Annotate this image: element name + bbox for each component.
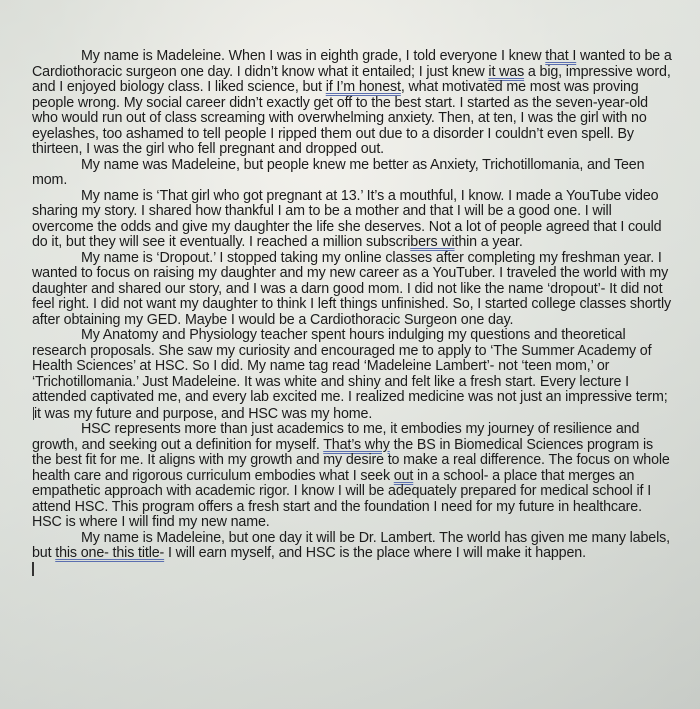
empty-line[interactable] xyxy=(32,562,672,579)
paragraph-text: My name is Madeleine. When I was in eighth grade, I told everyone I knew xyxy=(81,48,546,64)
grammar-suggestion-underline[interactable]: That’s why xyxy=(323,436,390,453)
paragraph[interactable] xyxy=(32,189,672,251)
paragraph[interactable] xyxy=(32,251,672,329)
paragraph[interactable] xyxy=(32,158,672,189)
grammar-suggestion-underline[interactable]: if I’m honest xyxy=(325,79,401,95)
text-caret xyxy=(32,562,34,576)
grammar-suggestion-underline[interactable]: this one- this title- xyxy=(55,545,165,561)
paragraph[interactable] xyxy=(32,422,672,531)
paragraph-text: a big, impressive word, and I enjoyed biology class. I liked science, but xyxy=(32,63,671,95)
paragraph-text: My name is Madeleine, but one day it will be Dr. Lambert. The world has given me many labels, but xyxy=(32,529,670,561)
paragraph-text: wanted to be a Cardiothoracic surgeon one day. I didn’t know what it entailed; I just knew xyxy=(32,48,672,80)
paragraph[interactable] xyxy=(32,531,672,562)
paragraph-text: My name is ‘Dropout.’ I stopped taking my online classes after completing my freshman year. I wanted to focus on raising my daughter and my new career as a YouTuber. I traveled the world with my daughter and shared our story, and I was a darn good mom. I did not like the name ‘dropout’- It did not feel right. I did not want my daughter to think I left things unfinished. So, I started college classes shortly after obtaining my GED. Maybe I would be a Cardiothoracic Surgeon one day. xyxy=(32,249,671,328)
grammar-suggestion-underline[interactable]: that I xyxy=(545,48,577,64)
paragraph-text: HSC represents more than just academics to me, it embodies my journey of resilience and growth, and seeking out a definition for myself. xyxy=(32,421,640,453)
paragraph-text: it was my future and purpose, and HSC was my home. xyxy=(34,405,373,422)
paragraph-text: the BS in Biomedical Sciences program is the best fit for me. It aligns with my growth and my desire to make a real difference. The focus on whole health care and rigorous curriculum embodies what I seek xyxy=(32,436,670,484)
paragraph-text: , what motivated me most was proving people wrong. My social career didn’t exactly get off to the best start. I started as the seven-year-old who would run out of class screaming with overwhelming anxiety. Then, at ten, I was the girl with no eyelashes, too ashamed to tell people I ripped them out due to a disorder I couldn’t even spell. By thirteen, I was the girl who fell pregnant and dropped out. xyxy=(32,79,648,157)
paragraph-text: My Anatomy and Physiology teacher spent hours indulging my questions and theoretical research proposals. She saw my curiosity and encouraged me to apply to ‘The Summer Academy of Health Sciences’ at HSC. So I did. My name tag read ‘Madeleine Lambert’- not ‘teen mom,’ or ‘Trichotillomania.’ Just Madeleine. It was white and shiny and felt like a fresh start. Every lecture I attended captivated me, and every lab excited me. I realized medicine was not just an impressive term; xyxy=(32,327,668,405)
ibeam-cursor-icon xyxy=(30,406,36,421)
paragraph-text: thin a year. xyxy=(454,234,523,250)
document-body[interactable] xyxy=(32,49,672,578)
grammar-suggestion-underline[interactable]: it was xyxy=(488,63,525,80)
paragraph-text: I will earn myself, and HSC is the place where I will make it happen. xyxy=(164,545,586,561)
paragraph-text: My name is ‘That girl who got pregnant at 13.’ It’s a mouthful, I know. I made a YouTube video sharing my story. I shared how thankful I am to be a mother and that I will be a good one. I will overcome the odds and give my daughter the life she deserves. Not a lot of people agreed that I could do it, but they will see it eventually. I reached a million subscri xyxy=(32,187,662,250)
grammar-suggestion-underline[interactable]: bers wi xyxy=(410,234,455,250)
paragraph-text: in a school- a place that merges an empathetic approach with academic rigor. I know I will be adequately prepared for medical school if I attend HSC. This program offers a fresh start and the foundation I need for my future in healthcare. HSC is where I will find my new name. xyxy=(32,467,652,530)
paragraph[interactable] xyxy=(32,49,672,158)
grammar-suggestion-underline[interactable]: out xyxy=(393,467,414,484)
paragraph-text: My name was Madeleine, but people knew me better as Anxiety, Trichotillomania, and Teen mom. xyxy=(32,156,645,188)
paragraph[interactable] xyxy=(32,328,672,422)
